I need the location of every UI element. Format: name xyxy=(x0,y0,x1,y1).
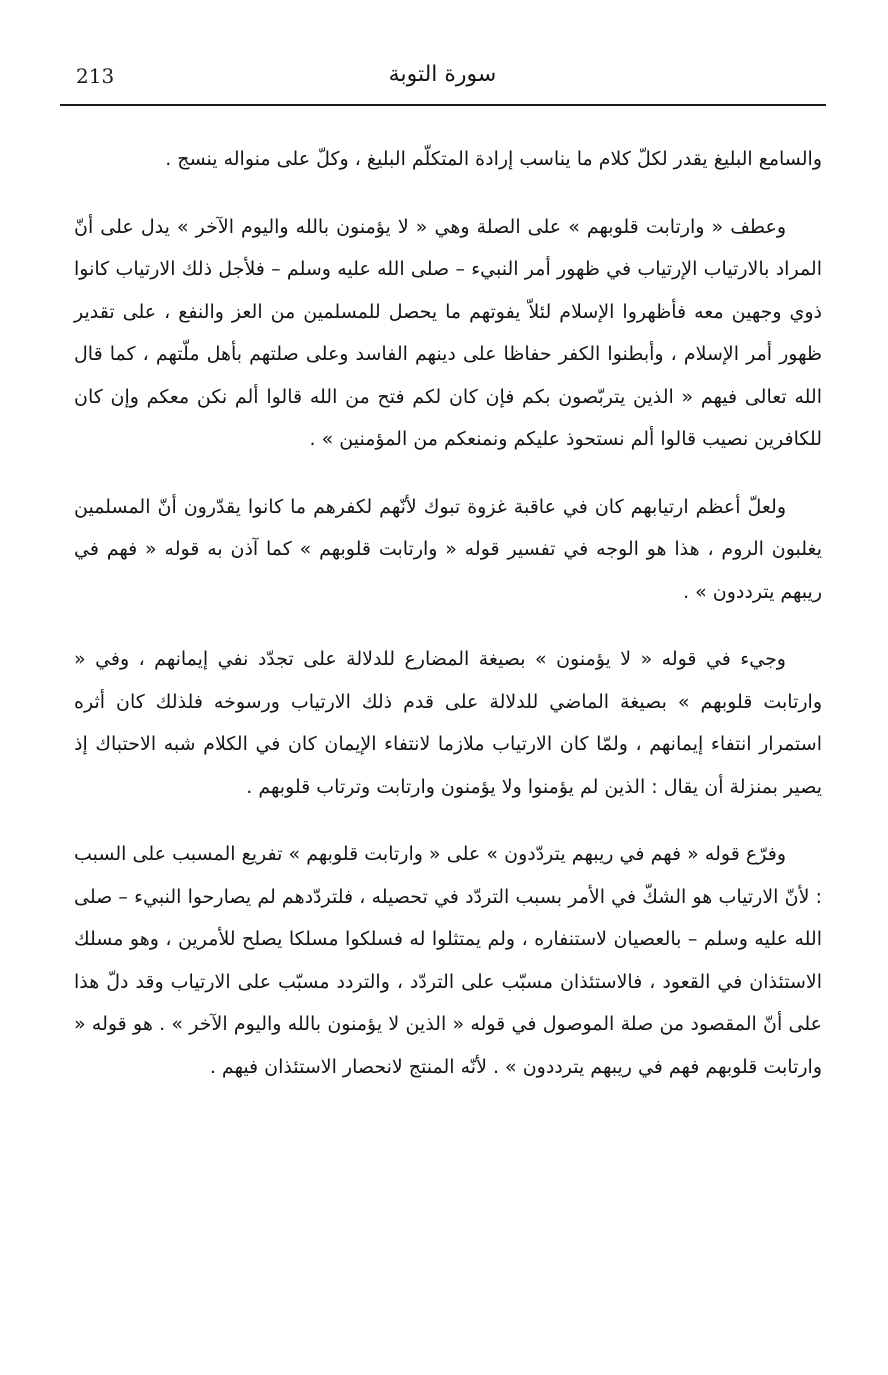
paragraph: وعطف « وارتابت قلوبهم » على الصلة وهي « لا يؤمنون بالله واليوم الآخر » يدل على أنّ المراد بالارتياب الإرتياب في ظهور أمر النبيء – صلى الله عليه وسلم – فلأجل ذلك الارتياب كانوا ذوي وجهين معه فأظهروا الإسلام لئلاّ يفوتهم ما يحصل للمسلمين من العز والنفع ، على تقدير ظهور أمر الإسلام ، وأبطنوا الكفر حفاظا على دينهم الفاسد وعلى صلتهم بأهل ملّتهم ، كما قال الله تعالى فيهم « الذين يتربّصون بكم فإن كان لكم فتح من الله قالوا ألم نكن معكم وإن كان للكافرين نصيب قالوا ألم نستحوذ عليكم ونمنعكم من المؤمنين » . xyxy=(74,215,822,450)
paragraph: وجيء في قوله « لا يؤمنون » بصيغة المضارع للدلالة على تجدّد نفي إيمانهم ، وفي « وارتابت قلوبهم » بصيغة الماضي للدلالة على قدم ذلك الارتياب ورسوخه فلذلك كان أثره استمرار انتفاء إيمانهم ، ولمّا كان الارتياب ملازما لانتفاء الإيمان كان في الكلام شبه الاحتباك إذ يصير بمنزلة أن يقال : الذين لم يؤمنوا ولا يؤمنون وارتابت وترتاب قلوبهم . xyxy=(74,648,822,798)
paragraph: ولعلّ أعظم ارتيابهم كان في عاقبة غزوة تبوك لأنّهم لكفرهم ما كانوا يقدّرون أنّ المسلمين يغلبون الروم ، هذا هو الوجه في تفسير قوله « وارتابت قلوبهم » كما آذن به قوله « فهم في ريبهم يترددون » . xyxy=(74,495,822,603)
body-text xyxy=(74,138,822,1113)
page-number: 213 xyxy=(76,64,115,88)
header-rule xyxy=(60,104,826,106)
paragraph: وفرّع قوله « فهم في ريبهم يتردّدون » على « وارتابت قلوبهم » تفريع المسبب على السبب : لأنّ الارتياب هو الشكّ في الأمر بسبب التردّد في تحصيله ، فلتردّدهم لم يصارحوا النبيء – صلى الله عليه وسلم – بالعصيان لاستنفاره ، ولم يمتثلوا له فسلكوا مسلكا يصلح للأمرين ، وهو مسلك الاستئذان في القعود ، فالاستئذان مسبّب على التردّد ، والتردد مسبّب على الارتياب وقد دلّ هذا على أنّ المقصود من صلة الموصول في قوله « الذين لا يؤمنون بالله واليوم الآخر » . هو قوله « وارتابت قلوبهم فهم في ريبهم يترددون » . لأنّه المنتج لانحصار الاستئذان فيهم . xyxy=(74,843,822,1078)
paragraph: والسامع البليغ يقدر لكلّ كلام ما يناسب إرادة المتكلّم البليغ ، وكلّ على منواله ينسج . xyxy=(165,148,822,170)
running-title: سورة التوبة xyxy=(388,62,497,87)
page-header xyxy=(60,58,825,102)
